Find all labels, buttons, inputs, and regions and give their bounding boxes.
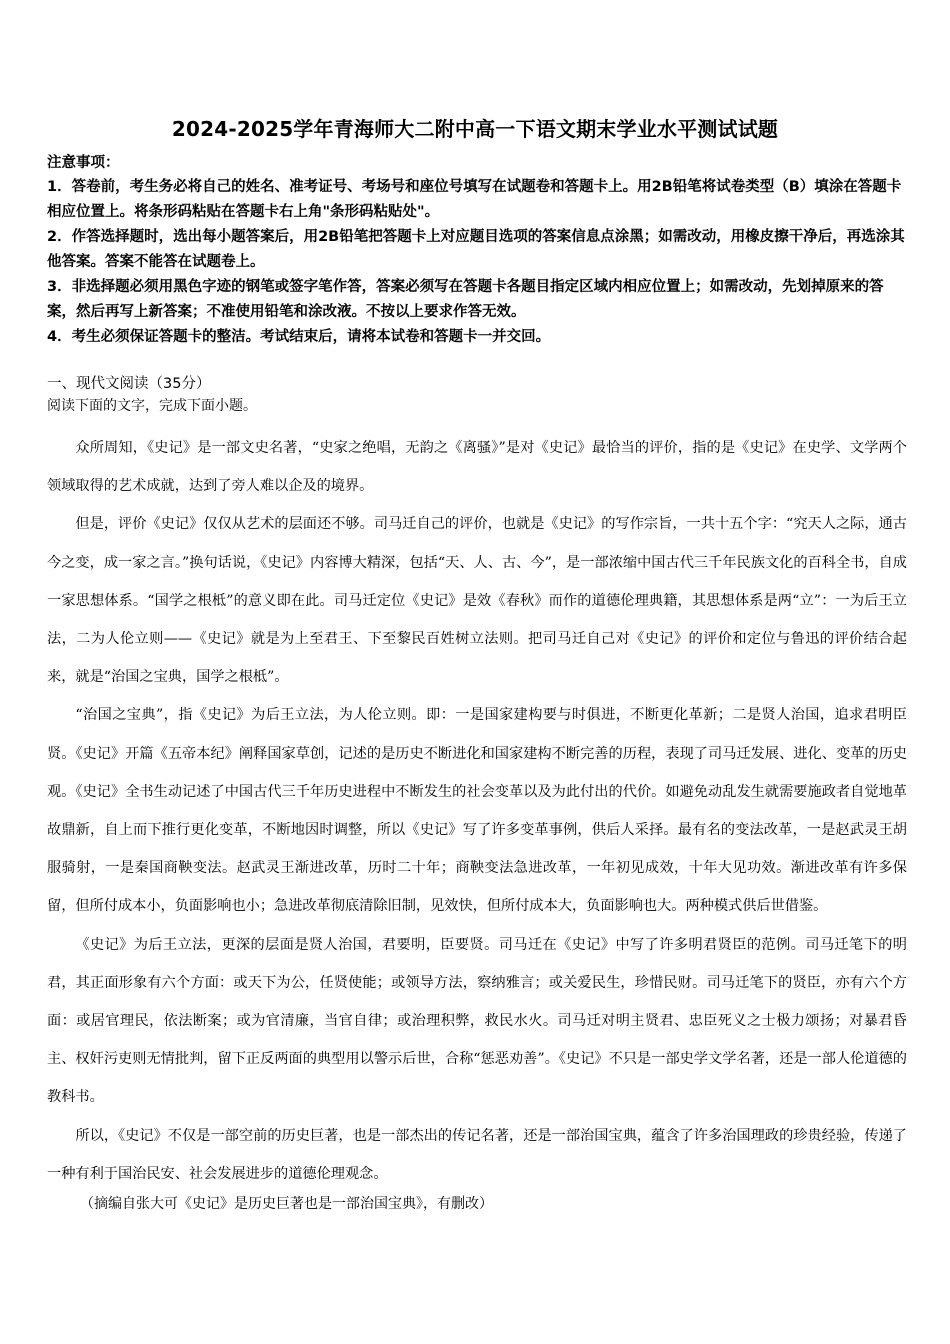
passage-paragraph-2: 但是，评价《史记》仅仅从艺术的层面还不够。司马迁自己的评价，也就是《史记》的写作宗旨，一共十五个字：“究天人之际，通古今之变，成一家之言。”换句话说，《史记》内容博大精深，包括“天、人、古、今”，是一部浓缩中国古代三千年民族文化的百科全书，自成一家思想体系。“国学之根柢”的意义即在此。司马迁定位《史记》是效《春秋》而作的道德伦理典籍，其思想体系是两“立”：一为后王立法，二为人伦立则——《史记》就是为上至君王、下至黎民百姓树立法则。把司马迁自己对《史记》的评价和定位与鲁迅的评价结合起来，就是“治国之宝典，国学之根柢”。: [47, 516, 907, 686]
source-citation: （摘编自张大可《史记》是历史巨著也是一部治国宝典》，有删改）: [80, 1196, 493, 1212]
notice-heading: 注意事项：: [47, 155, 120, 171]
reading-passage: [47, 429, 907, 1193]
passage-paragraph-1: 众所周知，《史记》是一部文史名著，“史家之绝唱，无韵之《离骚》”是对《史记》最恰当的评价，指的是《史记》在史学、文学两个领域取得的艺术成就，达到了旁人难以企及的境界。: [47, 440, 907, 495]
section-instruction: 阅读下面的文字，完成下面小题。: [47, 398, 257, 414]
notice-item-2: 2．作答选择题时，选出每小题答案后，用2B铅笔把答题卡上对应题目选项的答案信息点涂黑；如需改动，用橡皮擦干净后，再选涂其他答案。答案不能答在试题卷上。: [47, 229, 905, 270]
notice-item-3: 3．非选择题必须用黑色字迹的钢笔或签字笔作答，答案必须写在答题卡各题目指定区域内相应位置上；如需改动，先划掉原来的答案，然后再写上新答案；不准使用铅笔和涂改液。不按以上要求作答无效。: [47, 279, 884, 320]
notice-block: [47, 151, 907, 350]
page-title: 2024-2025学年青海师大二附中高一下语文期末学业水平测试试题: [171, 117, 779, 141]
notice-item-1: 1．答卷前，考生务必将自己的姓名、准考证号、考场号和座位号填写在试题卷和答题卡上。用2B铅笔将试卷类型（B）填涂在答题卡相应位置上。将条形码粘贴在答题卡右上角"条形码粘贴处"。: [47, 179, 902, 220]
passage-paragraph-4: 《史记》为后王立法，更深的层面是贤人治国，君要明，臣要贤。司马迁在《史记》中写了许多明君贤臣的范例。司马迁笔下的明君，其正面形象有六个方面：或天下为公，任贤使能；或领导方法，察纳雅言；或关爱民生，珍惜民财。司马迁笔下的贤臣，亦有六个方面：或居官理民，依法断案；或为官清廉，当官自律；或治理积弊，救民水火。司马迁对明主贤君、忠臣死义之士极力颂扬；对暴君昏主、权奸污吏则无情批判，留下正反两面的典型用以警示后世，合称“惩恶劝善”。《史记》不只是一部史学文学名著，还是一部人伦道德的教科书。: [47, 936, 907, 1106]
passage-paragraph-3: “治国之宝典”，指《史记》为后王立法，为人伦立则。即：一是国家建构要与时俱进，不断更化革新；二是贤人治国，追求君明臣贤。《史记》开篇《五帝本纪》阐释国家草创，记述的是历史不断进化和国家建构不断完善的历程，表现了司马迁发展、进化、变革的历史观。《史记》全书生动记述了中国古代三千年历史进程中不断发生的社会变革以及为此付出的代价。如避免动乱发生就需要施政者自觉地革故鼎新，自上而下推行更化变革，不断地因时调整，所以《史记》写了许多变革事例，供后人采择。最有名的变法改革，一是赵武灵王胡服骑射，一是秦国商鞅变法。赵武灵王渐进改革，历时二十年；商鞅变法急进改革，一年初见成效，十年大见功效。渐进改革有许多保留，但所付成本小，负面影响也小；急进改革彻底清除旧制，见效快，但所付成本大，负面影响也大。两种模式供后世借鉴。: [47, 707, 907, 915]
section-heading: 一、现代文阅读（35分）: [47, 376, 211, 392]
section-header: [47, 373, 907, 417]
passage-paragraph-5: 所以，《史记》不仅是一部空前的历史巨著，也是一部杰出的传记名著，还是一部治国宝典，蕴含了许多治国理政的珍贵经验，传递了一种有利于国治民安、社会发展进步的道德伦理观念。: [47, 1127, 907, 1182]
notice-item-4: 4．考生必须保证答题卡的整洁。考试结束后，请将本试卷和答题卡一并交回。: [47, 329, 551, 345]
